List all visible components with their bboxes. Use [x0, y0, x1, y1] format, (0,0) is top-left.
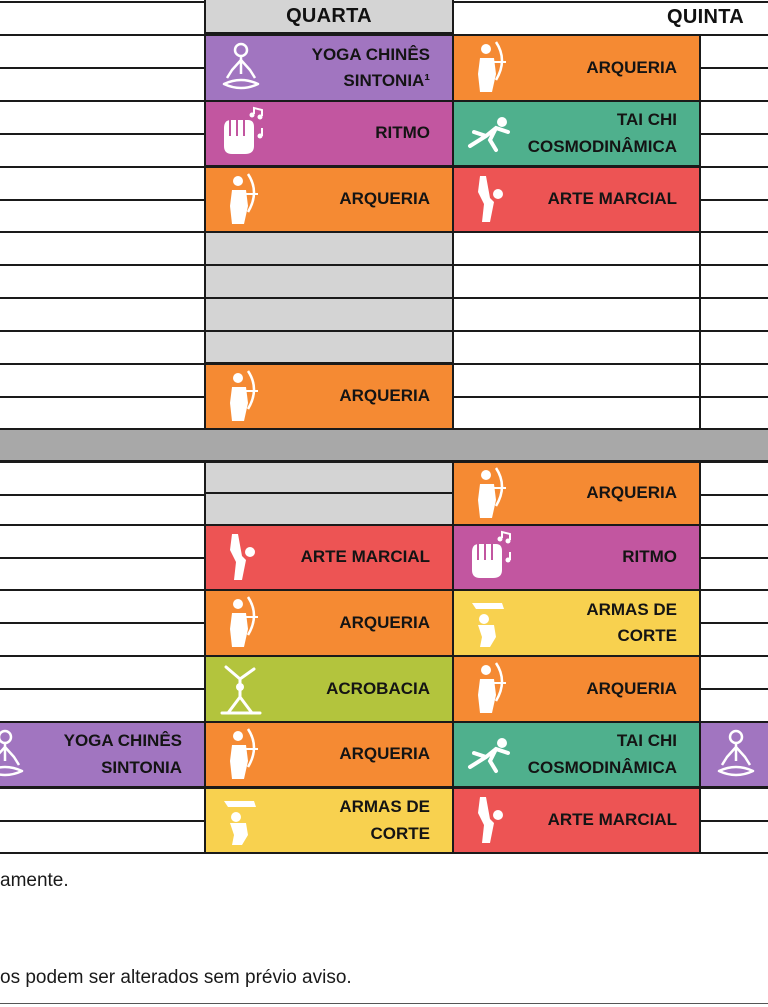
- tai-chi-icon: [466, 727, 512, 783]
- class-label: ARTE MARCIAL: [547, 810, 677, 830]
- class-label: ARQUERIA: [339, 612, 430, 632]
- class-label: ARQUERIA: [586, 57, 677, 77]
- row-line: [204, 297, 454, 299]
- row-line: [0, 396, 206, 398]
- row-line: [0, 820, 206, 822]
- row-line: [0, 199, 206, 201]
- footnote-text: amente.: [0, 870, 69, 891]
- row-line: [0, 524, 206, 526]
- class-block[interactable]: [452, 166, 701, 233]
- row-line: [204, 330, 454, 332]
- row-line: [700, 34, 768, 36]
- row-line: [0, 589, 206, 591]
- row-line: [452, 363, 768, 365]
- row-line: [700, 589, 768, 591]
- sword-fighter-icon: [466, 595, 512, 651]
- class-label: ARQUERIA: [339, 744, 430, 764]
- class-block[interactable]: [452, 787, 701, 854]
- kick-icon: [466, 172, 512, 228]
- class-block[interactable]: [204, 589, 454, 657]
- row-line: [0, 297, 206, 299]
- class-block[interactable]: [204, 787, 454, 854]
- row-line: [452, 396, 768, 398]
- class-block[interactable]: [452, 34, 701, 102]
- kick-icon: [466, 793, 512, 849]
- class-label: ARQUERIA: [339, 189, 430, 209]
- class-block[interactable]: [204, 34, 454, 102]
- class-label: RITMO: [622, 547, 677, 567]
- footnote-text: os podem ser alterados sem prévio aviso.: [0, 967, 352, 988]
- class-label: RITMO: [375, 123, 430, 143]
- row-line: [0, 655, 206, 657]
- class-label: ARMAS DE CORTE: [586, 599, 677, 645]
- class-label: ARMAS DE CORTE: [339, 797, 430, 843]
- row-line: [700, 524, 768, 526]
- class-label: ARQUERIA: [339, 386, 430, 406]
- row-line: [0, 1, 206, 3]
- archer-icon: [466, 466, 512, 522]
- row-line: [452, 330, 768, 332]
- row-line: [700, 199, 768, 201]
- row-line: [452, 264, 768, 266]
- footer-line: [0, 1003, 768, 1004]
- class-block[interactable]: [0, 721, 206, 788]
- row-line: [0, 34, 206, 36]
- row-line: [700, 166, 768, 168]
- row-line: [700, 688, 768, 690]
- row-line: [700, 852, 768, 854]
- archer-icon: [466, 40, 512, 96]
- row-line: [0, 67, 206, 69]
- row-line: [0, 231, 206, 233]
- meditation-icon: [218, 40, 264, 96]
- class-label: YOGA CHINÊS SINTONIA¹: [311, 44, 430, 90]
- kick-icon: [218, 530, 264, 586]
- row-line: [452, 297, 768, 299]
- class-label: ARQUERIA: [586, 483, 677, 503]
- class-block[interactable]: [452, 100, 701, 167]
- class-label: YOGA CHINÊS SINTONIA: [63, 731, 182, 777]
- class-block[interactable]: [204, 100, 454, 167]
- row-line: [0, 622, 206, 624]
- class-block[interactable]: [204, 363, 454, 430]
- fist-music-icon: [218, 106, 264, 162]
- class-block[interactable]: [452, 589, 701, 657]
- archer-icon: [218, 172, 264, 228]
- class-block[interactable]: [452, 524, 701, 591]
- archer-icon: [218, 727, 264, 783]
- row-line: [0, 264, 206, 266]
- class-block[interactable]: [699, 721, 768, 788]
- class-label: ARTE MARCIAL: [547, 189, 677, 209]
- row-line: [0, 133, 206, 135]
- class-label: ACROBACIA: [326, 678, 430, 698]
- class-label: ARQUERIA: [586, 678, 677, 698]
- fist-music-icon: [466, 530, 512, 586]
- class-block[interactable]: [204, 721, 454, 788]
- class-block[interactable]: [204, 524, 454, 591]
- class-block[interactable]: [452, 721, 701, 788]
- row-line: [204, 492, 454, 494]
- row-line: [0, 852, 206, 854]
- meditation-icon: [713, 727, 759, 783]
- row-line: [700, 820, 768, 822]
- break-band: [0, 428, 768, 462]
- class-block[interactable]: [204, 655, 454, 723]
- acrobat-icon: [218, 661, 264, 717]
- class-label: TAI CHI COSMODINÂMICA: [527, 731, 677, 777]
- class-block[interactable]: [452, 461, 701, 526]
- class-block[interactable]: [452, 655, 701, 723]
- row-line: [0, 166, 206, 168]
- header-quarta: QUARTA: [206, 0, 452, 34]
- row-line: [700, 622, 768, 624]
- row-line: [0, 363, 206, 365]
- row-line: [0, 330, 206, 332]
- class-block[interactable]: [204, 166, 454, 233]
- row-line: [700, 67, 768, 69]
- class-label: TAI CHI COSMODINÂMICA: [527, 110, 677, 156]
- row-line: [0, 494, 206, 496]
- row-line: [700, 655, 768, 657]
- row-line: [204, 264, 454, 266]
- archer-icon: [218, 595, 264, 651]
- row-line: [700, 133, 768, 135]
- row-line: [0, 100, 206, 102]
- meditation-icon: [0, 727, 28, 783]
- row-line: [0, 557, 206, 559]
- sword-fighter-icon: [218, 793, 264, 849]
- archer-icon: [218, 369, 264, 425]
- row-line: [700, 557, 768, 559]
- row-line: [700, 100, 768, 102]
- class-label: ARTE MARCIAL: [300, 547, 430, 567]
- archer-icon: [466, 661, 512, 717]
- row-line: [0, 688, 206, 690]
- row-line: [700, 494, 768, 496]
- tai-chi-icon: [466, 106, 512, 162]
- header-quinta: QUINTA: [667, 5, 744, 28]
